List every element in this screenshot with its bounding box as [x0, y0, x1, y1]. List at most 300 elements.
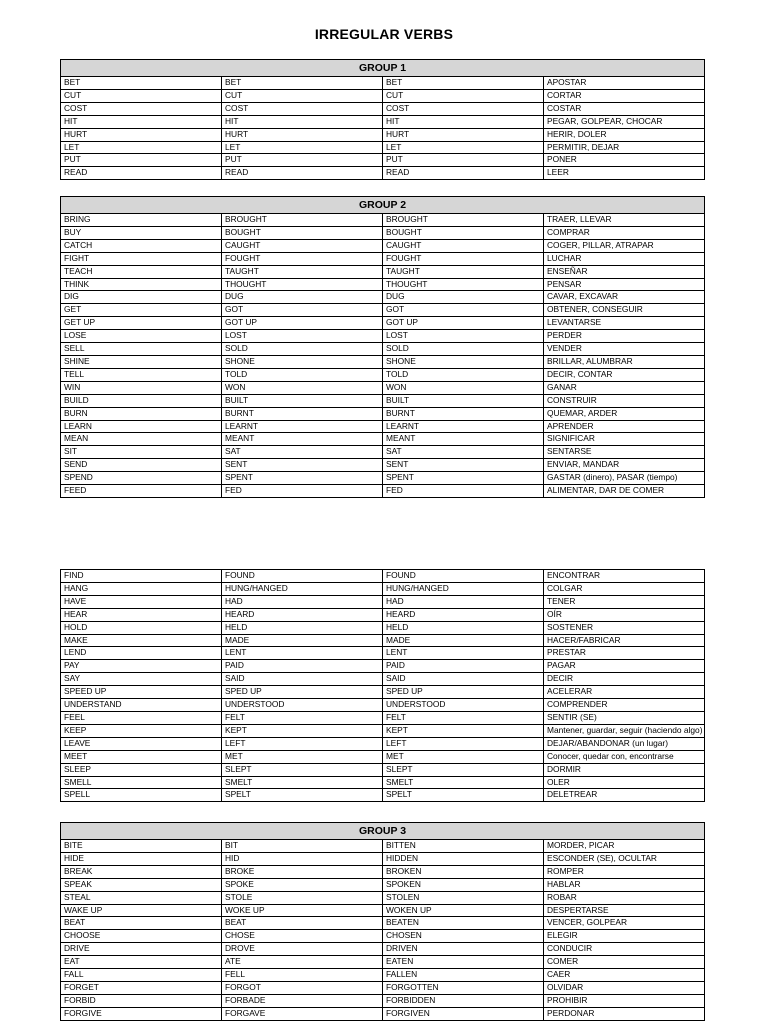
translation-cell: ACELERAR	[544, 686, 705, 699]
base-form-cell: WIN	[61, 381, 222, 394]
translation-cell: SOSTENER	[544, 621, 705, 634]
table-row	[61, 278, 705, 291]
verb-table	[60, 59, 705, 180]
translation-cell: QUEMAR, ARDER	[544, 407, 705, 420]
past-participle-cell: SPELT	[383, 789, 544, 802]
past-participle-cell: LET	[383, 141, 544, 154]
translation-cell: ESCONDER (SE), OCULTAR	[544, 852, 705, 865]
translation-cell: BRILLAR, ALUMBRAR	[544, 355, 705, 368]
past-simple-cell: HAD	[222, 595, 383, 608]
past-simple-cell: WOKE UP	[222, 904, 383, 917]
past-participle-cell: WOKEN UP	[383, 904, 544, 917]
past-simple-cell: DUG	[222, 291, 383, 304]
past-simple-cell: HID	[222, 852, 383, 865]
past-participle-cell: READ	[383, 167, 544, 180]
base-form-cell: MEAN	[61, 433, 222, 446]
past-participle-cell: PAID	[383, 660, 544, 673]
past-simple-cell: SPED UP	[222, 686, 383, 699]
past-participle-cell: GOT UP	[383, 317, 544, 330]
table-row	[61, 330, 705, 343]
table-row	[61, 865, 705, 878]
base-form-cell: WAKE UP	[61, 904, 222, 917]
table-row	[61, 433, 705, 446]
past-simple-cell: PUT	[222, 154, 383, 167]
past-participle-cell: BURNT	[383, 407, 544, 420]
past-simple-cell: MEANT	[222, 433, 383, 446]
table-row	[61, 265, 705, 278]
past-simple-cell: WON	[222, 381, 383, 394]
translation-cell: ENSEÑAR	[544, 265, 705, 278]
past-simple-cell: HURT	[222, 128, 383, 141]
past-simple-cell: GOT	[222, 304, 383, 317]
past-participle-cell: LOST	[383, 330, 544, 343]
translation-cell: OLER	[544, 776, 705, 789]
base-form-cell: BREAK	[61, 865, 222, 878]
translation-cell: OBTENER, CONSEGUIR	[544, 304, 705, 317]
table-row	[61, 1007, 705, 1020]
group-2-block	[60, 196, 704, 498]
translation-cell: PONER	[544, 154, 705, 167]
translation-cell: PERDER	[544, 330, 705, 343]
table-row	[61, 878, 705, 891]
past-participle-cell: CHOSEN	[383, 930, 544, 943]
base-form-cell: LEARN	[61, 420, 222, 433]
group-3-block	[60, 822, 704, 1021]
past-simple-cell: SAT	[222, 446, 383, 459]
past-participle-cell: CAUGHT	[383, 239, 544, 252]
base-form-cell: CUT	[61, 89, 222, 102]
past-simple-cell: PAID	[222, 660, 383, 673]
base-form-cell: MEET	[61, 750, 222, 763]
past-simple-cell: FELT	[222, 711, 383, 724]
group-header-row	[61, 60, 705, 77]
base-form-cell: GET UP	[61, 317, 222, 330]
base-form-cell: FORGET	[61, 981, 222, 994]
past-simple-cell: FOUND	[222, 570, 383, 583]
translation-cell: COSTAR	[544, 102, 705, 115]
translation-cell: CAVAR, EXCAVAR	[544, 291, 705, 304]
table-row	[61, 724, 705, 737]
table-row	[61, 141, 705, 154]
table-row	[61, 343, 705, 356]
table-row	[61, 660, 705, 673]
base-form-cell: BUILD	[61, 394, 222, 407]
translation-cell: HABLAR	[544, 878, 705, 891]
table-row	[61, 699, 705, 712]
past-simple-cell: SAID	[222, 673, 383, 686]
translation-cell: PEGAR, GOLPEAR, CHOCAR	[544, 115, 705, 128]
past-participle-cell: SAT	[383, 446, 544, 459]
past-participle-cell: MADE	[383, 634, 544, 647]
verb-table	[60, 196, 705, 498]
translation-cell: APRENDER	[544, 420, 705, 433]
past-participle-cell: BROKEN	[383, 865, 544, 878]
table-row	[61, 102, 705, 115]
table-row	[61, 446, 705, 459]
table-row	[61, 115, 705, 128]
translation-cell: COGER, PILLAR, ATRAPAR	[544, 239, 705, 252]
past-simple-cell: SPENT	[222, 472, 383, 485]
past-participle-cell: FED	[383, 485, 544, 498]
translation-cell: CONSTRUIR	[544, 394, 705, 407]
translation-cell: ENCONTRAR	[544, 570, 705, 583]
past-participle-cell: BITTEN	[383, 840, 544, 853]
group-heading: GROUP 3	[61, 823, 705, 840]
past-participle-cell: LENT	[383, 647, 544, 660]
table-row	[61, 891, 705, 904]
table-row	[61, 77, 705, 90]
group-header-row	[61, 197, 705, 214]
translation-cell: VENCER, GOLPEAR	[544, 917, 705, 930]
table-row	[61, 420, 705, 433]
translation-cell: VENDER	[544, 343, 705, 356]
table-row	[61, 407, 705, 420]
base-form-cell: FIND	[61, 570, 222, 583]
past-participle-cell: CUT	[383, 89, 544, 102]
table-row	[61, 711, 705, 724]
table-row	[61, 214, 705, 227]
table-row	[61, 917, 705, 930]
past-participle-cell: MEANT	[383, 433, 544, 446]
translation-cell: PERMITIR, DEJAR	[544, 141, 705, 154]
past-simple-cell: TOLD	[222, 368, 383, 381]
group-1-block	[60, 59, 704, 180]
past-simple-cell: CUT	[222, 89, 383, 102]
base-form-cell: LOSE	[61, 330, 222, 343]
table-row	[61, 686, 705, 699]
base-form-cell: PUT	[61, 154, 222, 167]
base-form-cell: FIGHT	[61, 252, 222, 265]
table-row	[61, 128, 705, 141]
past-simple-cell: BROUGHT	[222, 214, 383, 227]
past-participle-cell: HELD	[383, 621, 544, 634]
past-simple-cell: FELL	[222, 969, 383, 982]
base-form-cell: DIG	[61, 291, 222, 304]
table-row	[61, 154, 705, 167]
past-participle-cell: HURT	[383, 128, 544, 141]
past-simple-cell: LEFT	[222, 737, 383, 750]
past-participle-cell: THOUGHT	[383, 278, 544, 291]
verb-table	[60, 822, 705, 1021]
translation-cell: ROMPER	[544, 865, 705, 878]
table-row	[61, 582, 705, 595]
translation-cell: PERDONAR	[544, 1007, 705, 1020]
base-form-cell: LEND	[61, 647, 222, 660]
past-participle-cell: KEPT	[383, 724, 544, 737]
table-row	[61, 930, 705, 943]
base-form-cell: BURN	[61, 407, 222, 420]
base-form-cell: THINK	[61, 278, 222, 291]
base-form-cell: EAT	[61, 956, 222, 969]
past-participle-cell: LEARNT	[383, 420, 544, 433]
past-participle-cell: TAUGHT	[383, 265, 544, 278]
translation-cell: Mantener, guardar, seguir (haciendo algo)	[544, 724, 705, 737]
past-participle-cell: SPED UP	[383, 686, 544, 699]
translation-cell: DECIR	[544, 673, 705, 686]
group-heading: GROUP 1	[61, 60, 705, 77]
past-participle-cell: WON	[383, 381, 544, 394]
past-participle-cell: HIDDEN	[383, 852, 544, 865]
base-form-cell: SEND	[61, 459, 222, 472]
past-participle-cell: BUILT	[383, 394, 544, 407]
past-simple-cell: UNDERSTOOD	[222, 699, 383, 712]
table-row	[61, 167, 705, 180]
past-simple-cell: BOUGHT	[222, 226, 383, 239]
translation-cell: SENTARSE	[544, 446, 705, 459]
base-form-cell: COST	[61, 102, 222, 115]
past-simple-cell: MET	[222, 750, 383, 763]
past-simple-cell: SMELT	[222, 776, 383, 789]
past-simple-cell: THOUGHT	[222, 278, 383, 291]
translation-cell: GASTAR (dinero), PASAR (tiempo)	[544, 472, 705, 485]
base-form-cell: SPEAK	[61, 878, 222, 891]
translation-cell: GANAR	[544, 381, 705, 394]
past-simple-cell: ATE	[222, 956, 383, 969]
translation-cell: MORDER, PICAR	[544, 840, 705, 853]
base-form-cell: UNDERSTAND	[61, 699, 222, 712]
past-simple-cell: LENT	[222, 647, 383, 660]
table-row	[61, 595, 705, 608]
base-form-cell: MAKE	[61, 634, 222, 647]
table-row	[61, 750, 705, 763]
past-simple-cell: LOST	[222, 330, 383, 343]
past-participle-cell: COST	[383, 102, 544, 115]
past-participle-cell: EATEN	[383, 956, 544, 969]
table-row	[61, 226, 705, 239]
past-participle-cell: BET	[383, 77, 544, 90]
table-row	[61, 789, 705, 802]
past-simple-cell: HEARD	[222, 608, 383, 621]
past-participle-cell: FORGOTTEN	[383, 981, 544, 994]
table-row	[61, 647, 705, 660]
translation-cell: LEER	[544, 167, 705, 180]
past-simple-cell: KEPT	[222, 724, 383, 737]
table-row	[61, 459, 705, 472]
translation-cell: DESPERTARSE	[544, 904, 705, 917]
translation-cell: OÍR	[544, 608, 705, 621]
base-form-cell: SPELL	[61, 789, 222, 802]
base-form-cell: BET	[61, 77, 222, 90]
base-form-cell: FEED	[61, 485, 222, 498]
past-participle-cell: SHONE	[383, 355, 544, 368]
translation-cell: COMPRAR	[544, 226, 705, 239]
past-participle-cell: HAD	[383, 595, 544, 608]
table-row	[61, 981, 705, 994]
past-simple-cell: SOLD	[222, 343, 383, 356]
past-simple-cell: BUILT	[222, 394, 383, 407]
base-form-cell: HIDE	[61, 852, 222, 865]
base-form-cell: BRING	[61, 214, 222, 227]
past-simple-cell: DROVE	[222, 943, 383, 956]
base-form-cell: DRIVE	[61, 943, 222, 956]
translation-cell: DEJAR/ABANDONAR (un lugar)	[544, 737, 705, 750]
table-row	[61, 291, 705, 304]
past-simple-cell: FOUGHT	[222, 252, 383, 265]
translation-cell: HACER/FABRICAR	[544, 634, 705, 647]
past-participle-cell: HUNG/HANGED	[383, 582, 544, 595]
past-simple-cell: COST	[222, 102, 383, 115]
past-simple-cell: LET	[222, 141, 383, 154]
translation-cell: SENTIR (SE)	[544, 711, 705, 724]
table-row	[61, 956, 705, 969]
past-participle-cell: PUT	[383, 154, 544, 167]
base-form-cell: HEAR	[61, 608, 222, 621]
past-simple-cell: CAUGHT	[222, 239, 383, 252]
past-participle-cell: DRIVEN	[383, 943, 544, 956]
past-participle-cell: BEATEN	[383, 917, 544, 930]
past-simple-cell: HIT	[222, 115, 383, 128]
translation-cell: LUCHAR	[544, 252, 705, 265]
translation-cell: DELETREAR	[544, 789, 705, 802]
past-simple-cell: SLEPT	[222, 763, 383, 776]
past-participle-cell: SLEPT	[383, 763, 544, 776]
base-form-cell: HURT	[61, 128, 222, 141]
translation-cell: DORMIR	[544, 763, 705, 776]
base-form-cell: BUY	[61, 226, 222, 239]
translation-cell: OLVIDAR	[544, 981, 705, 994]
table-row	[61, 239, 705, 252]
base-form-cell: HANG	[61, 582, 222, 595]
base-form-cell: LET	[61, 141, 222, 154]
past-simple-cell: FORGAVE	[222, 1007, 383, 1020]
past-participle-cell: UNDERSTOOD	[383, 699, 544, 712]
past-participle-cell: MET	[383, 750, 544, 763]
past-simple-cell: HUNG/HANGED	[222, 582, 383, 595]
table-row	[61, 852, 705, 865]
base-form-cell: TELL	[61, 368, 222, 381]
past-simple-cell: CHOSE	[222, 930, 383, 943]
table-row	[61, 776, 705, 789]
past-simple-cell: SENT	[222, 459, 383, 472]
past-participle-cell: HIT	[383, 115, 544, 128]
past-participle-cell: FORGIVEN	[383, 1007, 544, 1020]
base-form-cell: BEAT	[61, 917, 222, 930]
base-form-cell: BITE	[61, 840, 222, 853]
table-row	[61, 994, 705, 1007]
table-row	[61, 472, 705, 485]
translation-cell: PROHIBIR	[544, 994, 705, 1007]
table-row	[61, 763, 705, 776]
group-2-continued-block	[60, 569, 704, 802]
past-participle-cell: SENT	[383, 459, 544, 472]
translation-cell: APOSTAR	[544, 77, 705, 90]
past-participle-cell: GOT	[383, 304, 544, 317]
group-header-row	[61, 823, 705, 840]
translation-cell: PENSAR	[544, 278, 705, 291]
base-form-cell: HIT	[61, 115, 222, 128]
table-row	[61, 304, 705, 317]
base-form-cell: TEACH	[61, 265, 222, 278]
past-participle-cell: BOUGHT	[383, 226, 544, 239]
translation-cell: HERIR, DOLER	[544, 128, 705, 141]
group-heading: GROUP 2	[61, 197, 705, 214]
past-participle-cell: FELT	[383, 711, 544, 724]
translation-cell: CONDUCIR	[544, 943, 705, 956]
past-simple-cell: MADE	[222, 634, 383, 647]
translation-cell: CORTAR	[544, 89, 705, 102]
translation-cell: ALIMENTAR, DAR DE COMER	[544, 485, 705, 498]
past-simple-cell: BROKE	[222, 865, 383, 878]
past-participle-cell: BROUGHT	[383, 214, 544, 227]
translation-cell: TRAER, LLEVAR	[544, 214, 705, 227]
table-row	[61, 355, 705, 368]
past-participle-cell: DUG	[383, 291, 544, 304]
base-form-cell: FORBID	[61, 994, 222, 1007]
base-form-cell: HOLD	[61, 621, 222, 634]
past-simple-cell: BIT	[222, 840, 383, 853]
past-simple-cell: BEAT	[222, 917, 383, 930]
translation-cell: PRESTAR	[544, 647, 705, 660]
translation-cell: SIGNIFICAR	[544, 433, 705, 446]
past-participle-cell: FORBIDDEN	[383, 994, 544, 1007]
base-form-cell: SIT	[61, 446, 222, 459]
translation-cell: TENER	[544, 595, 705, 608]
base-form-cell: PAY	[61, 660, 222, 673]
table-row	[61, 381, 705, 394]
past-simple-cell: FORGOT	[222, 981, 383, 994]
base-form-cell: GET	[61, 304, 222, 317]
past-participle-cell: SMELT	[383, 776, 544, 789]
table-row	[61, 252, 705, 265]
table-row	[61, 904, 705, 917]
table-row	[61, 608, 705, 621]
table-row	[61, 634, 705, 647]
past-participle-cell: SOLD	[383, 343, 544, 356]
translation-cell: PAGAR	[544, 660, 705, 673]
base-form-cell: SLEEP	[61, 763, 222, 776]
base-form-cell: STEAL	[61, 891, 222, 904]
past-simple-cell: GOT UP	[222, 317, 383, 330]
translation-cell: ELEGIR	[544, 930, 705, 943]
past-participle-cell: FOUND	[383, 570, 544, 583]
past-simple-cell: HELD	[222, 621, 383, 634]
translation-cell: COLGAR	[544, 582, 705, 595]
translation-cell: CAER	[544, 969, 705, 982]
past-simple-cell: READ	[222, 167, 383, 180]
past-simple-cell: BET	[222, 77, 383, 90]
past-simple-cell: LEARNT	[222, 420, 383, 433]
translation-cell: LEVANTARSE	[544, 317, 705, 330]
past-simple-cell: BURNT	[222, 407, 383, 420]
past-participle-cell: FALLEN	[383, 969, 544, 982]
past-simple-cell: SPOKE	[222, 878, 383, 891]
base-form-cell: SPEND	[61, 472, 222, 485]
translation-cell: Conocer, quedar con, encontrarse	[544, 750, 705, 763]
past-simple-cell: SHONE	[222, 355, 383, 368]
past-participle-cell: FOUGHT	[383, 252, 544, 265]
translation-cell: ENVIAR, MANDAR	[544, 459, 705, 472]
past-participle-cell: TOLD	[383, 368, 544, 381]
base-form-cell: FEEL	[61, 711, 222, 724]
past-simple-cell: STOLE	[222, 891, 383, 904]
table-row	[61, 969, 705, 982]
base-form-cell: LEAVE	[61, 737, 222, 750]
past-participle-cell: HEARD	[383, 608, 544, 621]
past-participle-cell: STOLEN	[383, 891, 544, 904]
table-row	[61, 737, 705, 750]
base-form-cell: SHINE	[61, 355, 222, 368]
translation-cell: ROBAR	[544, 891, 705, 904]
page-title: IRREGULAR VERBS	[314, 26, 454, 42]
table-row	[61, 394, 705, 407]
verb-table	[60, 569, 705, 802]
translation-cell: COMPRENDER	[544, 699, 705, 712]
past-simple-cell: SPELT	[222, 789, 383, 802]
base-form-cell: SMELL	[61, 776, 222, 789]
table-row	[61, 485, 705, 498]
past-participle-cell: LEFT	[383, 737, 544, 750]
base-form-cell: HAVE	[61, 595, 222, 608]
